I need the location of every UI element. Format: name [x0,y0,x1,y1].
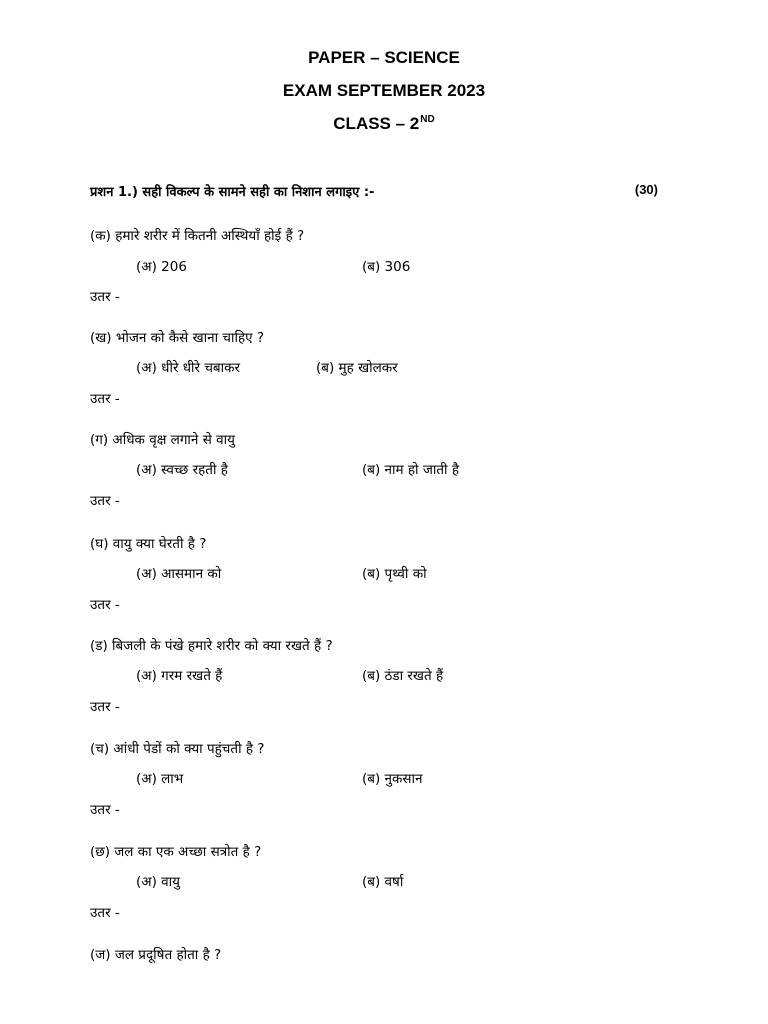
paper-title: PAPER – SCIENCE [308,48,460,67]
option-b: (ब) नाम हो जाती है [362,462,460,478]
option-a: (अ) वायु [136,874,180,890]
question-text: (घ) वायु क्या घेरती है ? [90,536,207,552]
option-a: (अ) धीरे धीरे चबाकर [136,360,241,376]
question-text: (ग) अधिक वृक्ष लगाने से वायु [90,432,235,448]
section-heading [90,182,670,200]
question-text: (च) आंधी पेडों को क्या पहुंचती है ? [90,741,265,757]
question-text: (ख) भोजन को कैसे खाना चाहिए ? [90,330,265,346]
option-a: (अ) स्वच्छ रहती है [136,462,228,478]
option-b: (ब) 306 [362,259,411,275]
option-b: (ब) वर्षा [362,874,404,890]
section-title: प्रशन 1.) सही विकल्प के सामने सही का निशान लगाइए :- [90,185,375,200]
option-a: (अ) 206 [136,259,187,275]
option-a: (अ) आसमान को [136,566,222,582]
option-b: (ब) नुकसान [362,771,423,787]
option-b: (ब) ठंडा रखते हैं [362,668,444,684]
class-ordinal-suffix: ND [420,114,435,125]
option-b: (ब) मुह खोलकर [316,360,398,376]
answer-label: उतर - [90,699,120,715]
exam-title: EXAM SEPTEMBER 2023 [282,81,486,100]
answer-label: उतर - [90,802,120,818]
option-b: (ब) पृथ्वी को [362,566,427,582]
answer-label: उतर - [90,289,120,305]
question-text: (क) हमारे शरीर में कितनी अस्थियाँ होई हैं ? [90,228,305,244]
question-text: (ज) जल प्रदूषित होता है ? [90,947,222,963]
class-title [0,114,768,134]
class-label: CLASS – 2 [333,114,420,133]
question-text: (छ) जल का एक अच्छा सत्रोत है ? [90,844,262,860]
answer-label: उतर - [90,493,120,509]
answer-label: उतर - [90,391,120,407]
answer-label: उतर - [90,905,120,921]
option-a: (अ) गरम रखते हैं [136,668,223,684]
option-a: (अ) लाभ [136,771,184,787]
answer-label: उतर - [90,597,120,613]
section-marks: (30) [634,182,658,197]
question-text: (ड) बिजली के पंखे हमारे शरीर को क्या रखते हैं ? [90,638,333,654]
